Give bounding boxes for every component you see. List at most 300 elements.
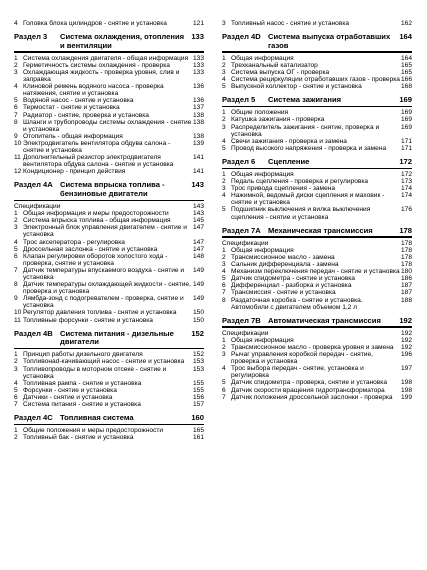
entry-text: Трос акселератора - регулировка [23,238,125,246]
entry-number: 2 [222,253,226,261]
entry-page-number: 153 [192,358,204,366]
entry-text: Клапан регулировки оборотов холостого хода - проверка, снятие и установка [23,252,168,267]
toc-entry [222,69,412,76]
section-rule [14,200,204,202]
entry-page-number: 188 [400,296,412,304]
entry-page-number: 192 [400,336,412,344]
entry-text: Трос привода сцепления - замена [231,185,336,193]
entry-page-number: 169 [400,109,412,117]
entry-text: Дополнительный резистор электродвигателя вентилятора обдува салона - снятие и установка [23,154,174,169]
entry-text: Свечи зажигания - проверка и замена [231,137,347,145]
toc-entry [222,116,412,123]
entry-page-number: 147 [192,245,204,253]
entry-page-number: 121 [192,20,204,27]
entry-text: Провод высокого напряжения - проверка и замена [231,144,387,152]
section-rule [222,106,412,108]
toc-entry [14,380,204,387]
entry-page-number: 172 [400,171,412,178]
toc-entry [222,247,412,254]
entry-number: 4 [14,238,18,246]
entry-number: 1 [14,427,18,435]
section-block [222,158,412,169]
entry-text: Топливный насос - снятие и установка [231,20,350,27]
entry-text-wrap [231,192,412,206]
section-title: Механическая трансмиссия [268,225,373,235]
toc-entry [14,358,204,365]
section-rule [14,424,204,426]
entry-text: Трансмиссионное масло - проверка уровня и замена [231,343,394,351]
entry-number: 5 [14,97,18,105]
entry-number: 3 [222,68,226,76]
toc-column-left [14,20,204,441]
entry-text-wrap [23,309,204,316]
entry-text-wrap [231,268,412,275]
toc-entry [14,246,204,253]
entry-text: Трансмиссионное масло - замена [231,253,335,261]
entry-page-number: 145 [192,217,204,225]
section-rule [14,348,204,350]
section-title: Система зажигания [268,95,342,105]
section-heading [222,96,412,105]
toc-entry [222,192,412,206]
entry-page-number: 143 [192,210,204,218]
toc-entry [14,97,204,104]
entry-text-wrap [231,337,412,344]
entry-text-wrap [231,344,412,351]
toc-entry [14,168,204,175]
section-label: Раздел 4С [14,413,53,423]
entry-number: 6 [222,386,226,394]
entry-number: 6 [14,104,18,112]
toc-entry [222,351,412,365]
entry-number: 2 [222,178,226,186]
entry-page-number: 141 [192,154,204,162]
entry-page-number: 136 [192,83,204,91]
entry-number: 4 [222,268,226,276]
section-label: Раздел 4А [14,180,53,190]
entry-page-number: 153 [192,365,204,373]
entry-number: 2 [222,61,226,69]
entry-number: 2 [14,358,18,366]
entry-number: 7 [222,393,226,401]
toc-entry [14,281,204,295]
entry-page-number: 187 [400,282,412,290]
entry-text: Лямбда-зонд с подогревателем - проверка, снятие и установка [23,295,184,310]
entry-text-wrap [231,178,412,185]
entry-page-number: 149 [192,295,204,303]
toc-entry [222,124,412,138]
entry-text-wrap [23,358,204,365]
entry-number: 3 [222,351,226,359]
entry-number: 4 [222,365,226,373]
entry-number: 2 [222,116,226,124]
entry-text-wrap [231,289,412,296]
entry-text-wrap [23,253,204,267]
entry-page-number: 137 [192,104,204,112]
entry-number: 1 [222,336,226,344]
entry-number: 3 [14,68,18,76]
entry-page-number: 161 [192,434,204,442]
toc-entry [222,178,412,185]
section-page-number: 172 [399,156,412,166]
section-title: Система впрыска топлива - бензиновые двигатели [60,180,165,198]
entry-text: Шланги и трубопроводы системы охлаждения - снятие и установка [23,118,192,133]
toc-entry-specifications [222,240,412,247]
toc-entry [14,387,204,394]
entry-number: 3 [14,365,18,373]
section-heading [14,330,204,347]
entry-text: Система рециркуляции отработавших газов - проверка [231,76,400,84]
toc-entry [14,112,204,119]
toc-entry [14,62,204,69]
section-page-number: 164 [399,32,412,42]
entry-text-wrap [231,55,412,62]
entry-page-number: 186 [400,275,412,283]
entry-page-number: 169 [400,116,412,124]
entry-text-wrap [23,394,204,401]
entry-text: Топливопроводы в моторном отсеке - снятие и установка [23,365,167,380]
entry-text: Электронный блок управления двигателем - снятие и установка [23,224,187,239]
entry-page-number: 143 [192,203,204,211]
entry-text: Форсунки - снятие и установка [23,386,117,394]
section-label: Раздел 3 [14,32,48,42]
entry-text-wrap [23,119,204,133]
entry-number: 6 [14,252,18,260]
entry-text: Общая информация [231,336,294,344]
entry-page-number: 180 [400,268,412,276]
entry-text: Принцип работы дизельного двигателя [23,351,143,359]
section-heading [222,33,412,50]
entry-page-number: 157 [192,401,204,408]
section-title: Система выпуска отработавших газов [268,32,391,50]
entry-text-wrap [23,133,204,140]
entry-text: Раздаточная коробка - снятие и установка. Автомобили с двигателем объемом 1,2 л [231,296,363,311]
entry-page-number: 133 [192,68,204,76]
toc-entry [222,297,412,311]
toc-entry [222,268,412,275]
entry-text-wrap [23,224,204,238]
entry-text: Клиновой ремень водяного насоса - проверка натяжения, снятие и установка [23,83,164,98]
entry-text: Сальник дифференциала - замена [231,261,339,269]
toc-entry-specifications [222,330,412,337]
entry-page-number: 162 [400,20,412,27]
toc-entry [222,282,412,289]
entry-text: Датчик положения дроссельной заслонки - проверка [231,393,393,401]
entry-text-wrap [231,254,412,261]
toc-entry [14,83,204,97]
toc-entry [14,55,204,62]
entry-page-number: 165 [400,68,412,76]
entry-number: 1 [14,210,18,218]
section-heading [222,317,412,326]
entry-text: Система выпуска ОГ - проверка [231,68,330,76]
toc-entry [14,239,204,246]
entry-number: 9 [14,295,18,303]
entry-text: Общие положения и меры предосторожности [23,427,164,435]
section-title: Сцепление [268,156,310,166]
entry-page-number: 148 [192,252,204,260]
entry-page-number: 197 [400,365,412,373]
entry-page-number: 174 [400,185,412,193]
entry-text-wrap [23,83,204,97]
entry-page-number: 156 [192,393,204,401]
entry-text: Общая информация [231,246,294,254]
entry-page-number: 139 [192,139,204,147]
section-title: Топливная система [60,413,134,423]
toc-entry [222,337,412,344]
entry-page-number: 150 [192,309,204,317]
entry-page-number: 178 [400,253,412,261]
entry-text-wrap [23,69,204,83]
toc-column-right [222,20,412,401]
toc-entry [222,20,412,27]
toc-entry [222,261,412,268]
entry-text: Электродвигатель вентилятора обдува салона - снятие и установка [23,139,171,154]
entry-number: 8 [222,296,226,304]
entry-text-wrap [23,168,204,175]
toc-entry [222,344,412,351]
section-rule [222,236,412,238]
entry-number: 10 [14,309,22,317]
section-block [222,227,412,238]
entry-text: Датчик спидометра - снятие и установка [231,275,355,283]
entry-text: Дифференциал - разборка и установка [231,282,352,290]
entry-page-number: 178 [400,246,412,254]
toc-entry [222,83,412,90]
entry-text: Механизм переключения передач - снятие и установка [231,268,400,276]
entry-page-number: 138 [192,118,204,126]
entry-page-number: 149 [192,266,204,274]
entry-page-number: 192 [400,343,412,351]
entry-text-wrap [231,20,412,27]
section-title: Система охлаждения, отопления и вентиляции [60,32,185,50]
entry-text: Рычаг управления коробкой передач - снятие, проверка и установка [231,351,373,366]
entry-text-wrap [231,351,412,365]
entry-text-wrap [23,295,204,309]
entry-number: 7 [14,401,18,408]
entry-text-wrap [231,69,412,76]
entry-text-wrap [23,104,204,111]
section-heading [222,158,412,167]
entry-page-number: 136 [192,97,204,105]
entry-text-wrap [23,140,204,154]
entry-number: 5 [14,386,18,394]
toc-entry [14,119,204,133]
entry-text-wrap [231,171,412,178]
entry-page-number: 133 [192,61,204,69]
entry-number: 3 [222,123,226,131]
section-rule [222,168,412,170]
entry-text-wrap [23,366,204,380]
entry-text-wrap [23,434,204,441]
entry-text-wrap [23,154,204,168]
entry-text-wrap [231,365,412,379]
entry-page-number: 138 [192,111,204,119]
entry-number: 1 [222,246,226,254]
entry-page-number: 171 [400,137,412,145]
entry-number: 5 [222,206,226,214]
toc-entry [14,366,204,380]
entry-number: 1 [14,351,18,359]
entry-text-wrap [231,124,412,138]
entry-text: Охлаждающая жидкость - проверка уровня, слив и заправка [23,68,180,84]
entry-text: Трансмиссия - снятие и установка [231,289,336,297]
section-page-number: 143 [191,180,204,190]
section-rule [14,51,204,53]
entry-page-number: 166 [400,76,412,84]
entry-text: Датчик скорости вращения гидротрансформатора [231,386,385,394]
entry-number: 2 [14,61,18,69]
toc-entry [14,133,204,140]
entry-text: Головка блока цилиндров - снятие и установка [23,20,167,27]
entry-text-wrap [23,62,204,69]
entry-text: Общая информация [231,54,294,62]
entry-page-number: 178 [400,239,412,247]
entry-text-wrap [23,112,204,119]
entry-number: 1 [222,54,226,62]
section-page-number: 152 [191,328,204,338]
entry-page-number: 147 [192,224,204,232]
entry-page-number: 187 [400,289,412,297]
entry-text: Катушка зажигания - проверка [231,116,325,124]
entry-text-wrap [231,247,412,254]
section-block [222,33,412,53]
entry-page-number: 169 [400,123,412,131]
entry-number: 3 [222,185,226,193]
entry-page-number: 174 [400,192,412,200]
entry-number: 5 [222,275,226,283]
toc-entry [222,138,412,145]
entry-number: 4 [14,20,18,27]
entry-text-wrap [23,246,204,253]
section-label: Раздел 7В [222,315,261,325]
section-page-number: 133 [191,32,204,42]
entry-page-number: 173 [400,178,412,186]
toc-entry [222,55,412,62]
section-heading [14,414,204,423]
entry-text: Кондиционер - принцип действия [23,168,126,176]
entry-number: 1 [14,54,18,62]
entry-text: Радиатор - снятие, проверка и установка [23,111,149,119]
entry-number: 5 [222,144,226,152]
toc-entry [222,394,412,401]
entry-number: 4 [14,379,18,387]
toc-entry [14,434,204,441]
entry-text: Спецификации [222,239,269,247]
entry-text: Нажимной, ведомый диски сцепления и маховик - снятие и установка [231,192,385,207]
toc-entry [14,20,204,27]
entry-text-wrap [23,281,204,295]
entry-text: Выпускной коллектор - снятие и установка [231,83,362,91]
entry-text: Топливные форсунки - снятие и установка [23,316,153,324]
entry-number: 5 [222,379,226,387]
entry-text: Топливный бак - снятие и установка [23,434,134,442]
section-block [222,317,412,328]
toc-entry [222,171,412,178]
entry-page-number: 178 [400,261,412,269]
toc-entry [14,104,204,111]
entry-number: 4 [14,83,18,91]
entry-text-wrap [231,379,412,386]
entry-text: Система охлаждения двигателя - общая информация [23,54,189,62]
section-block [14,33,204,53]
entry-number: 1 [222,171,226,178]
toc-entry [14,267,204,281]
entry-text: Регулятор давления топлива - снятие и установка [23,309,177,317]
entry-page-number: 164 [400,54,412,62]
entry-text: Отопитель - общая информация [23,132,123,140]
entry-text-wrap [23,20,204,27]
section-heading [14,181,204,198]
entry-number: 5 [14,245,18,253]
section-page-number: 178 [399,225,412,235]
section-label: Раздел 7А [222,225,261,235]
entry-number: 3 [222,20,226,27]
entry-number: 1 [222,109,226,117]
entry-number: 3 [14,224,18,232]
entry-number: 4 [222,76,226,84]
section-block [14,181,204,201]
section-page-number: 192 [399,315,412,325]
toc-entry [14,317,204,324]
entry-page-number: 165 [400,61,412,69]
entry-text-wrap [23,239,204,246]
section-heading [14,33,204,50]
entry-page-number: 165 [192,427,204,435]
entry-text-wrap [23,401,204,408]
entry-page-number: 141 [192,168,204,176]
section-title: Система питания - дизельные двигатели [60,328,174,347]
toc-entry [14,253,204,267]
toc-entry [14,154,204,168]
entry-text: Датчик температуры впускаемого воздуха - снятие и установка [23,266,185,281]
section-title: Автоматическая трансмиссия [268,315,381,325]
entry-number: 8 [14,118,18,126]
entry-page-number: 198 [400,379,412,387]
entry-page-number: 133 [192,54,204,62]
entry-page-number: 150 [192,316,204,324]
toc-entry [222,289,412,296]
toc-entry [222,145,412,152]
entry-number: 7 [14,266,18,274]
entry-text: Трехканальный катализатор [231,61,318,69]
toc-entry [222,254,412,261]
toc-entry [14,394,204,401]
entry-text: Датчики - снятие и установка [23,393,113,401]
entry-text: Трос выбора передач - снятие, установка и регулировка [231,365,364,380]
toc-entry [14,309,204,316]
section-heading [222,227,412,236]
entry-text-wrap [231,297,412,311]
entry-number: 3 [222,261,226,269]
toc-entry [222,379,412,386]
entry-text: Датчик спидометра - проверка, снятие и установка [231,379,387,387]
entry-number: 4 [222,137,226,145]
entry-text: Система впрыска топлива - общая информация [23,217,171,225]
entry-text-wrap [23,317,204,324]
entry-number: 2 [14,434,18,442]
toc-entry [14,224,204,238]
entry-text-wrap [231,282,412,289]
section-rule [222,51,412,53]
entry-text-wrap [231,138,412,145]
entry-text: Герметичность системы охлаждения - проверка [23,61,170,69]
entry-page-number: 155 [192,379,204,387]
entry-page-number: 196 [400,351,412,359]
entry-text: Спецификации [14,203,61,211]
toc-entry [14,401,204,408]
entry-text-wrap [231,116,412,123]
